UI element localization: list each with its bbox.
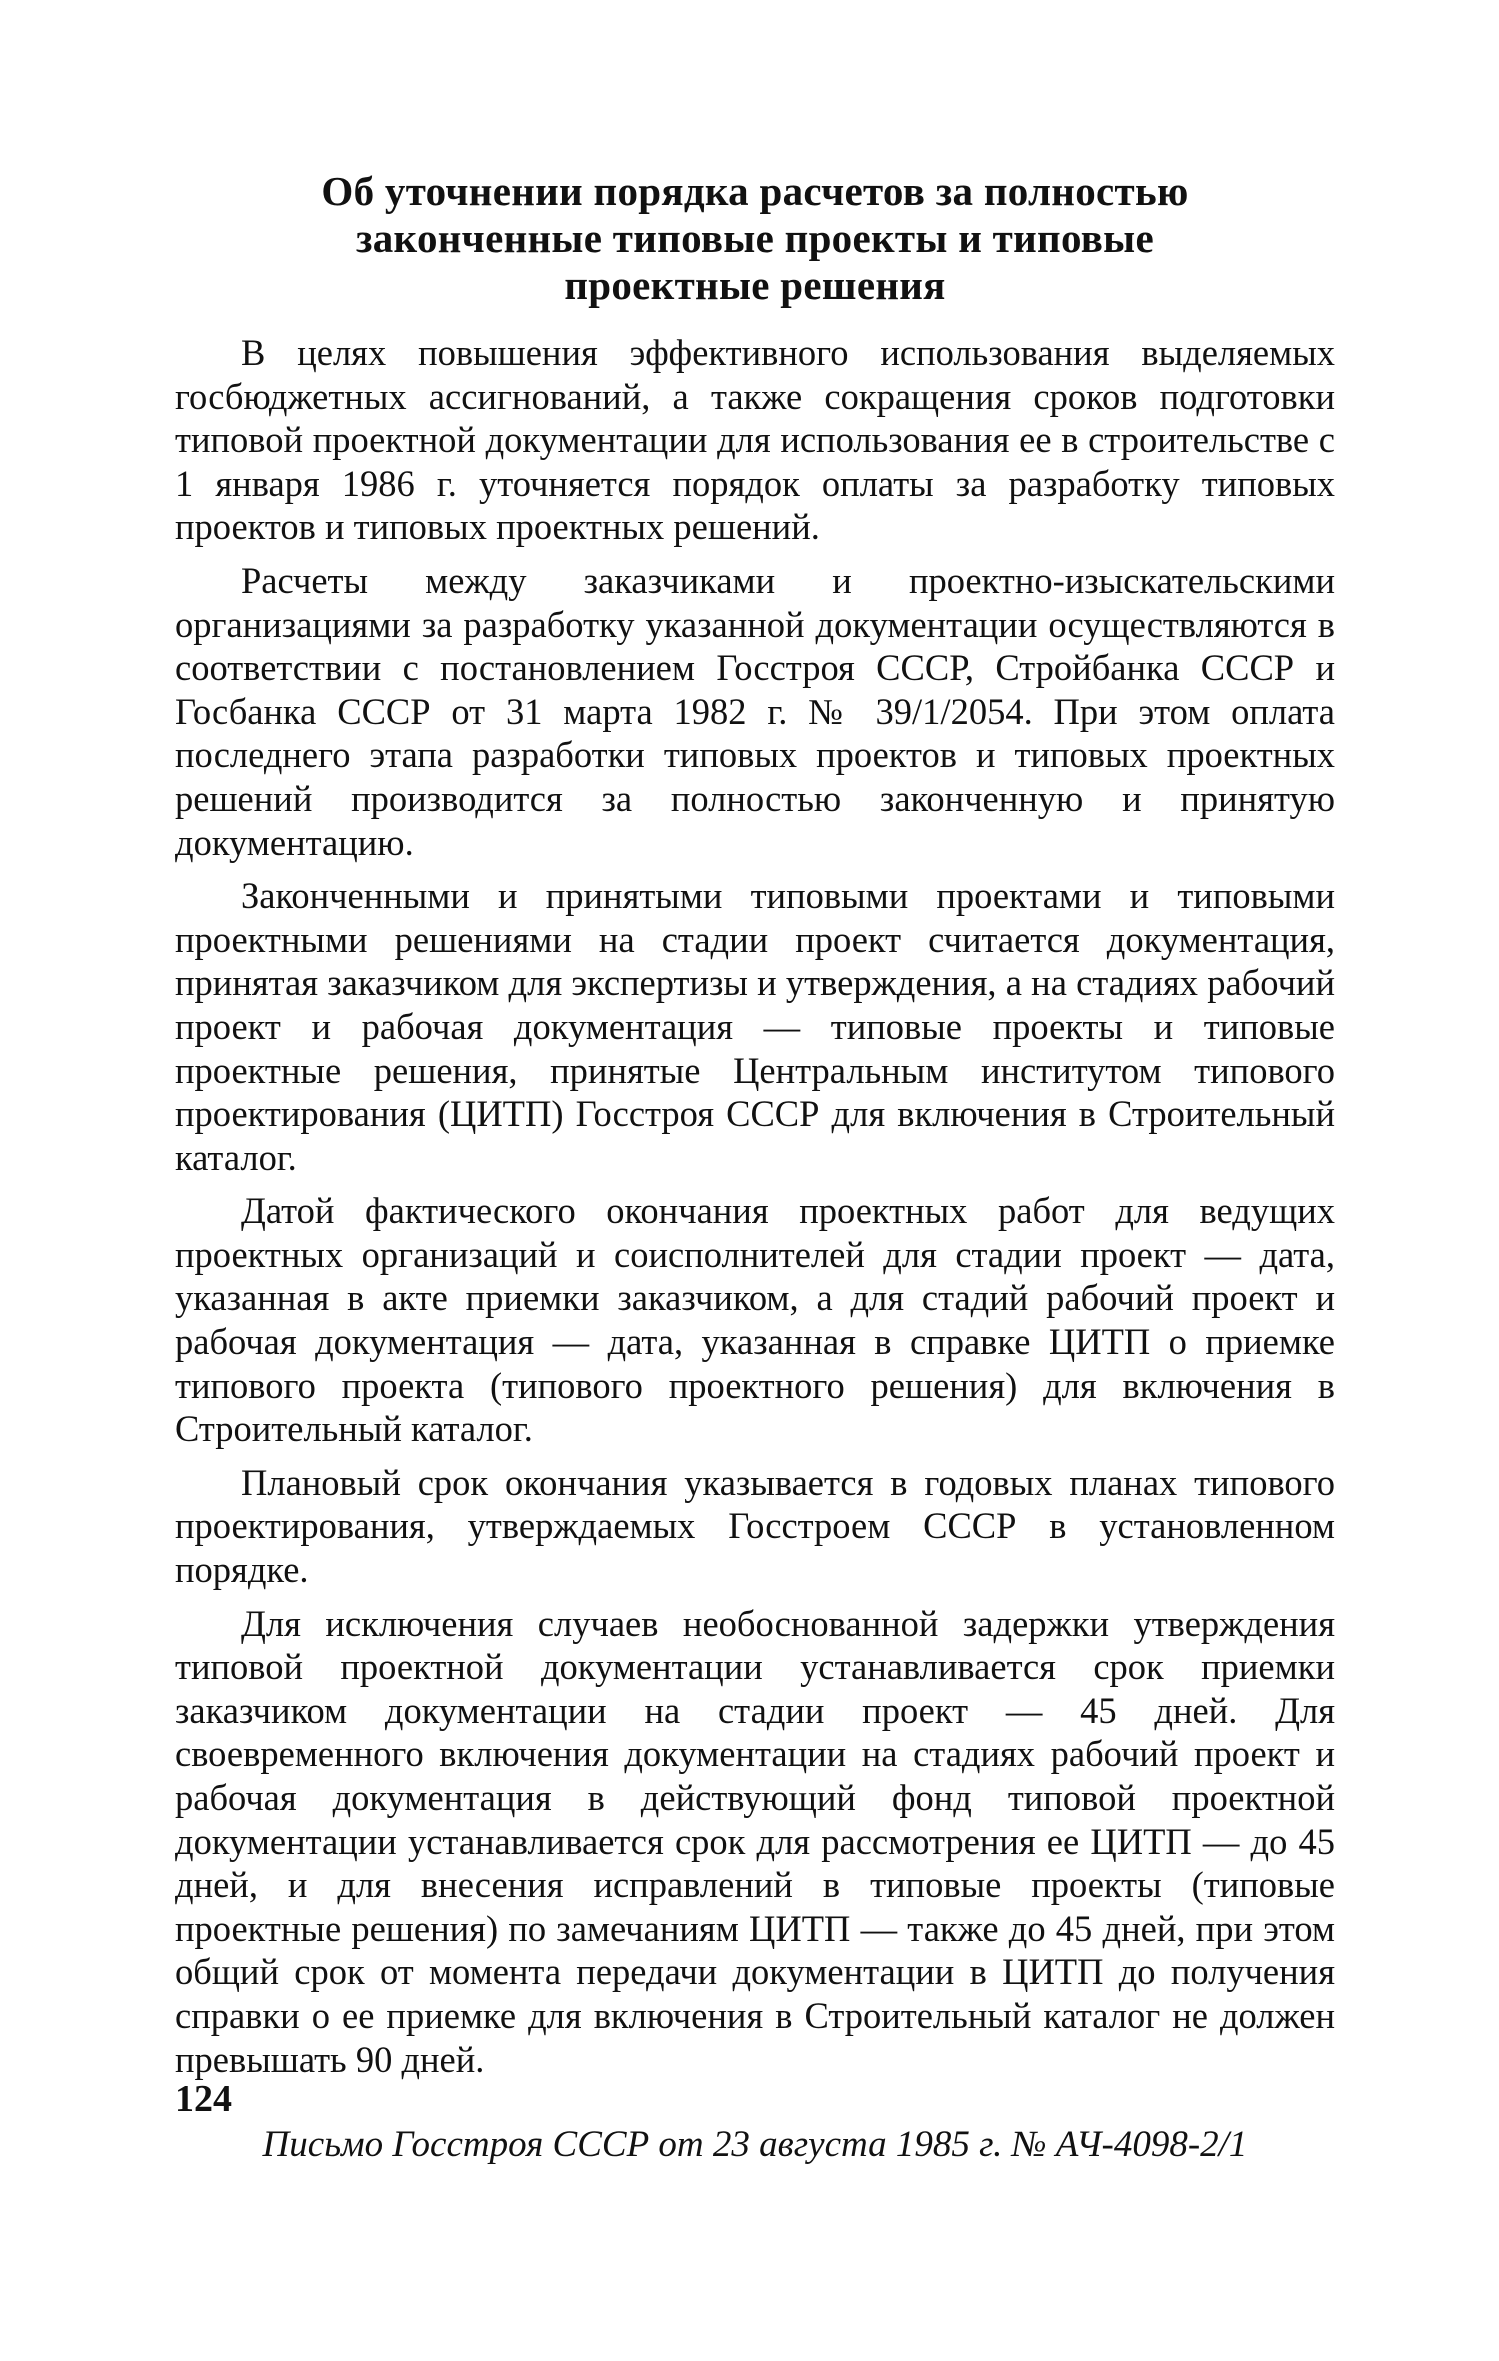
title-line: проектные решения [564, 262, 946, 308]
paragraph-acceptance-terms: Для исключения случаев необоснованной задержки утверждения типовой проектной документации устанавливается срок приемки заказчиком документации на стадии проект — 45 дней. Для своевременного включения документации на стадиях рабочий проект и рабочая документация в действующий фонд типовой проектной документации устанавливается срок для рассмотрения ее ЦИТП — до 45 дней, и для внесения исправлений в типовые проекты (типовые проектные решения) по замечаниям ЦИТП — также до 45 дней, при этом общий срок от момента передачи документации в ЦИТП до получения справки о ее приемке для включения в Строительный каталог не должен превышать 90 дней. [175, 1602, 1335, 2080]
document-page [175, 168, 1335, 2167]
paragraph-completion-date: Датой фактического окончания проектных работ для ведущих проектных организаций и соисполнителей для стадии проект — дата, указанная в акте приемки заказчиком, а для стадий рабочий проект и рабочая документация — дата, указанная в справке ЦИТП о приемке типового проекта (типового проектного решения) для включения в Строительный каталог. [175, 1190, 1335, 1450]
paragraph-completed-projects: Законченными и принятыми типовыми проектами и типовыми проектными решениями на стадии проект считается документация, принятая заказчиком для экспертизы и утверждения, а на стадиях рабочий проект и рабочая документация — типовые проекты и типовые проектные решения, принятые Центральным институтом типового проектирования (ЦИТП) Госстроя СССР для включения в Строительный каталог. [175, 875, 1335, 1178]
page-number: 124 [175, 2078, 232, 2120]
document-title [175, 168, 1335, 309]
paragraph-settlements: Расчеты между заказчиками и проектно-изыскательскими организациями за разработку указанной документации осуществляются в соответствии с постановлением Госстроя СССР, Стройбанка СССР и Госбанка СССР от 31 марта 1982 г. № 39/1/2054. При этом оплата последнего этапа разработки типовых проектов и типовых проектных решений производится за полностью законченную и принятую документацию. [175, 559, 1335, 863]
title-line: законченные типовые проекты и типовые [355, 215, 1154, 261]
paragraph-purpose: В целях повышения эффективного использования выделяемых госбюджетных ассигнований, а также сокращения сроков подготовки типовой проектной документации для использования ее в строительстве с 1 января 1986 г. уточняется порядок оплаты за разработку типовых проектов и типовых проектных решений. [175, 332, 1335, 548]
paragraph-planned-deadline: Плановый срок окончания указывается в годовых планах типового проектирования, утверждаемых Госстроем СССР в установленном порядке. [175, 1461, 1335, 1591]
letter-reference: Письмо Госстроя СССР от 23 августа 1985 г. № АЧ-4098-2/1 [262, 2124, 1248, 2166]
title-line: Об уточнении порядка расчетов за полностью [321, 168, 1189, 214]
